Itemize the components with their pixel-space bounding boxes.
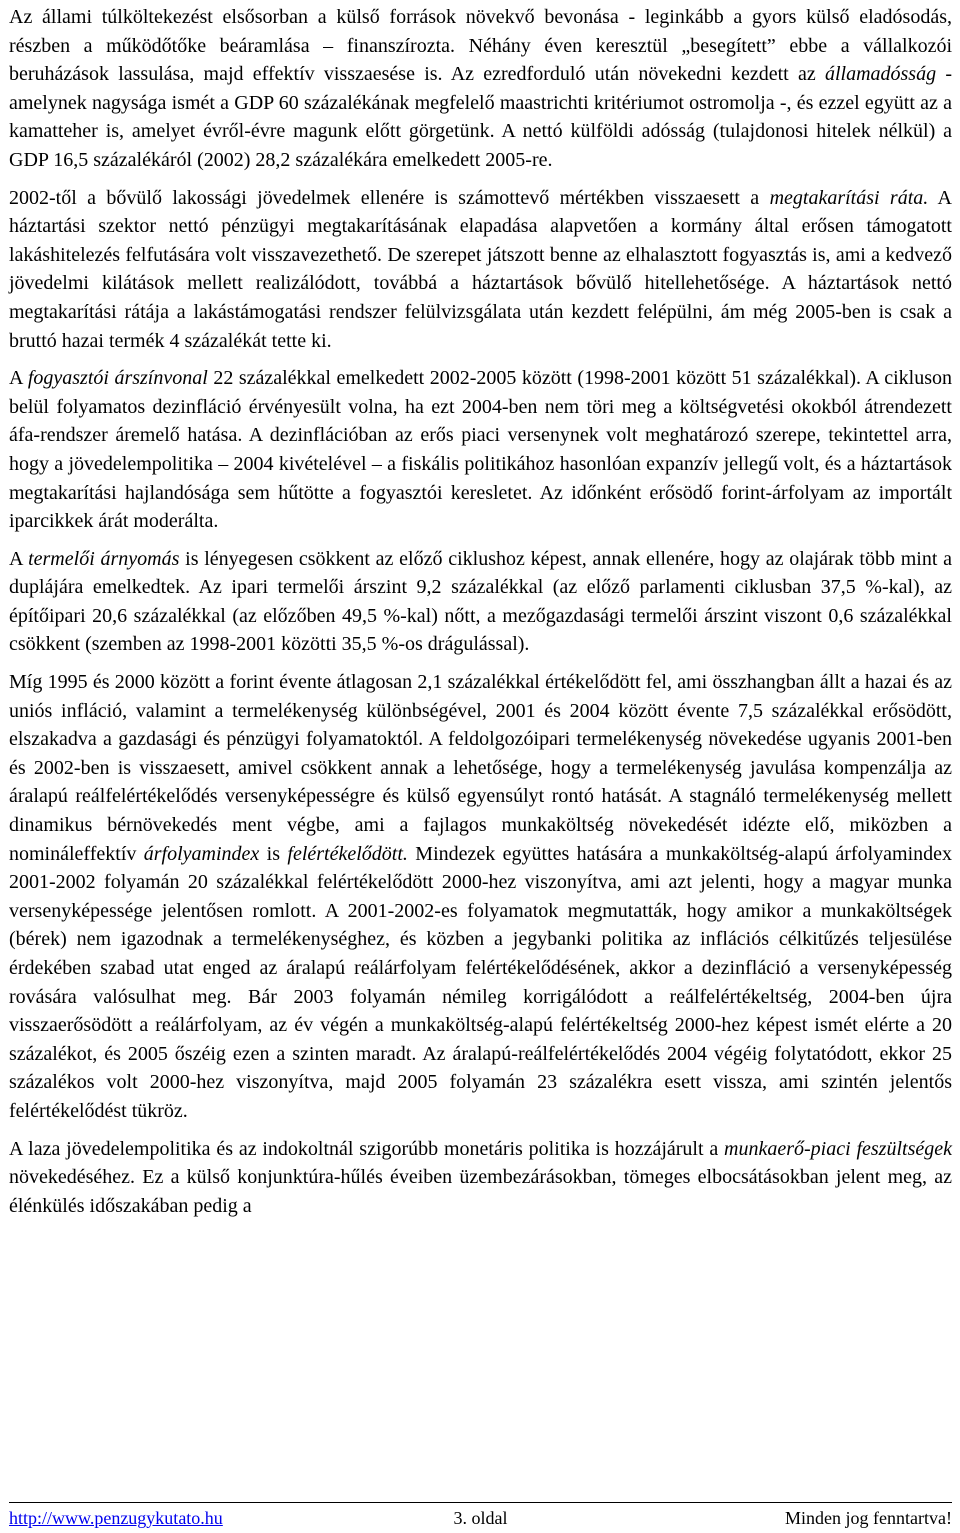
emphasized-term: megtakarítási ráta. (769, 186, 929, 209)
footer-copyright: Minden jog fenntartva! (785, 1508, 952, 1528)
paragraph-external-debt (9, 3, 952, 175)
paragraph-text: Mindezek együttes hatására a munkaköltség-alapú árfolyamindex 2001-2002 folyamán 20 százalékkal felértékelődött 2000-hez viszonyítva, ami azt jelenti, hogy a magyar munka versenyképessége jelentősen romlott. A 2001-2002-es folyamatok megmutatták, hogy amikor a munkaköltségek (bérek) nem igazodnak a termelékenységhez, és közben a jegybanki politika az inflációs célkitűzés teljesülése érdekében szabad utat enged az áralapú reálárfolyam felértékelődésének, akkor a dezinfláció a versenyképesség rovására valósulhat meg. Bár 2003 folyamán némileg korrigálódott a reálfelértékeltség, 2004-ben újra visszaerősödött a reálárfolyam, az év végén a munkaköltség-alapú felértékeltség 2000-hez képest ismét elérte a 20 százalékot, és 2005 őszéig ezen a szinten maradt. Az áralapú-reálfelértékelődés 2004 végéig folytatódott, ekkor 25 százalékos volt 2000-hez viszonyítva, majd 2005 folyamán 23 százalékra esett vissza, ami szintén jelentős felértékelődést tükröz. (9, 842, 953, 1122)
emphasized-term: felértékelődött. (287, 842, 408, 865)
paragraph-savings-rate (9, 184, 952, 356)
paragraph-producer-prices (9, 545, 952, 659)
emphasized-term: termelői árnyomás (28, 547, 180, 570)
paragraph-text: A háztartási szektor nettó pénzügyi megtakarításának elapadása alapvetően a kormány által erősen támogatott lakáshitelezés felfutására volt visszavezethető. De szerepet játszott benne az elhalasztott fogyasztás is, ami a kedvező jövedelmi kilátások mellett realizálódott, továbbá a háztartások bővülő hitellehetősége. A háztartások nettó megtakarítási rátája a lakástámogatási rendszer felülvizsgálata után kezdett felépülni, ám még 2005-ben is csak a bruttó hazai termék 4 százalékát tette ki. (9, 186, 952, 352)
emphasized-term: munkaerő-piaci feszültségek (724, 1137, 952, 1160)
paragraph-text: A (9, 367, 28, 390)
paragraph-text: A laza jövedelempolitika és az indokoltnál szigorúbb monetáris politika is hozzájárult a (9, 1137, 725, 1160)
document-body (9, 3, 952, 1229)
emphasized-term: államadósság (824, 63, 937, 86)
paragraph-consumer-prices (9, 364, 952, 536)
paragraph-text: Míg 1995 és 2000 között a forint évente átlagosan 2,1 százalékkal értékelődött fel, ami összhangban állt a hazai és az uniós infláció, valamint a termelékenység különbségével, 2001 és 2004 között évente 7,5 százalékkal erősödött, elszakadva a gazdasági és pénzügyi folyamatoktól. A feldolgozóipari termelékenység növekedése ugyanis 2001-ben és 2002-ben is visszaesett, amivel csökkent annak a lehetősége, hogy a termelékenység javulása kompenzálja az áralapú reálfelértékelődés versenyképességre és külső egyensúlyt rontó hatását. A stagnáló termelékenység mellett dinamikus bérnövekedés ment végbe, ami a fajlagos munkaköltség növekedését idézte elő, miközben a nominálеffektív (9, 671, 952, 865)
footer-website-link[interactable]: http://www.penzugykutato.hu (9, 1508, 223, 1528)
paragraph-text: is lényegesen csökkent az előző ciklushoz képest, annak ellenére, hogy az olajárak több mint a duplájára emelkedtek. Az ipari termelői árszint 9,2 százalékkal (az előző parlamenti ciklusban 37,5 %-kal), az építőipari 20,6 százalékkal (az előzőben 49,5 %-kal) nőtt, a mezőgazdasági termelői árszint viszont 0,6 százalékkal csökkent (szemben az 1998-2001 közötti 35,5 %-os drágulással). (9, 547, 952, 656)
emphasized-term: árfolyamindex (143, 842, 260, 865)
paragraph-text: Az állami túlköltekezést elsősorban a külső források növekvő bevonása - leginkább a gyors külső eladósodás, részben a működőtőke beáramlása – finanszírozta. Néhány éven keresztül „besegített” ebbe a vállalkozói beruházások lassulása, majd effektív visszaesése is. Az ezredforduló után növekedni kezdett az (9, 6, 952, 86)
paragraph-text: 22 százalékkal emelkedett 2002-2005 között (1998-2001 között 51 százalékkal). A cikluson belül folyamatos dezinfláció érvényesült volna, ha ezt 2004-ben nem töri meg a költségvetési okokból átrendezett áfa-rendszer áremelő hatása. A dezinflációban az erős piaci versenynek volt meghatározó szerepe, tekintettel arra, hogy a jövedelempolitika – 2004 kivételével – a fiskális politikához hasonlóan expanzív jellegű volt, és a háztartások megtakarítási hajlandósága sem hűtötte a fogyasztói keresletet. Az időnként erősödő forint-árfolyam az importált iparcikkek árát moderálta. (9, 367, 953, 533)
paragraph-text: növekedéséhez. Ez a külső konjunktúra-hűlés éveiben üzembezárásokban, tömeges elbocsátásokban jelent meg, az élénkülés időszakában pedig a (9, 1166, 952, 1217)
paragraph-text: - amelynek nagysága ismét a GDP 60 százalékának megfelelő maastrichti kritériumot ostromolja -, és ezzel együtt az a kamatteher is, amelyet évről-évre magunk előtt görgetünk. A nettó külföldi adósság (tulajdonosi hitelek nélkül) a GDP 16,5 százalékáról (2002) 28,2 százalékára emelkedett 2005-re. (9, 63, 952, 171)
page-footer (9, 1502, 952, 1529)
paragraph-text: A (9, 547, 29, 570)
paragraph-text: 2002-től a bővülő lakossági jövedelmek ellenére is számottevő mértékben visszaesett a (9, 186, 770, 209)
emphasized-term: fogyasztói árszínvonal (27, 367, 208, 390)
footer-page-number: 3. oldal (453, 1508, 508, 1528)
paragraph-text: is (259, 842, 288, 865)
paragraph-exchange-rate (9, 668, 952, 1126)
paragraph-labour-market (9, 1135, 952, 1221)
